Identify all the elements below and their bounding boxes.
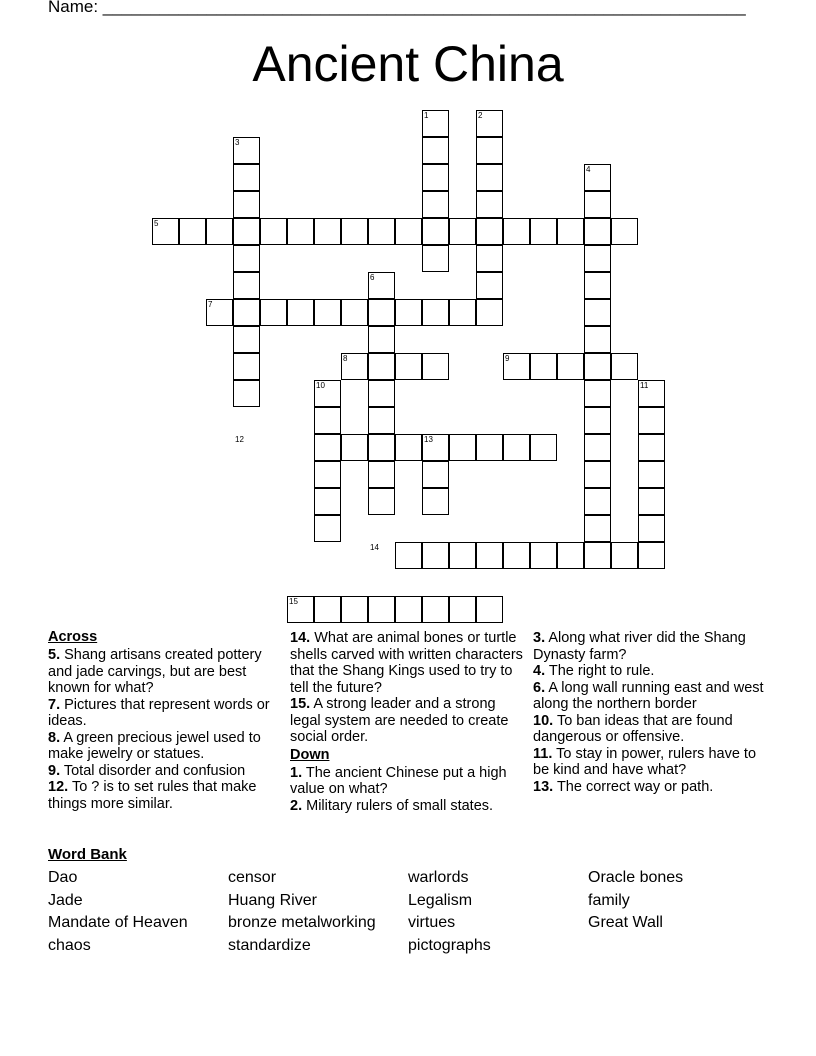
clue-number: 12 (235, 435, 244, 444)
grid-cell[interactable] (314, 434, 341, 461)
clue-number-label: 2. (290, 797, 303, 814)
clue (48, 779, 284, 812)
clue-text: The correct way or path. (553, 778, 714, 795)
word-bank-item: warlords (408, 869, 469, 886)
clue (533, 779, 769, 796)
grid-cell[interactable] (368, 353, 395, 380)
grid-cell[interactable] (503, 434, 530, 461)
grid-cell[interactable] (368, 434, 395, 461)
grid-cell[interactable] (260, 218, 287, 245)
grid-cell[interactable] (584, 326, 611, 353)
clue-number: 2 (478, 111, 483, 120)
clue-number: 5 (154, 219, 159, 228)
grid-cell[interactable] (341, 596, 368, 623)
clue (533, 746, 769, 779)
grid-cell[interactable] (638, 542, 665, 569)
clue-number: 8 (343, 354, 348, 363)
grid-cell[interactable] (314, 488, 341, 515)
grid-cell[interactable] (584, 488, 611, 515)
clue (48, 697, 284, 730)
clue-number: 7 (208, 300, 213, 309)
word-bank-item: bronze metalworking (228, 914, 376, 931)
clue (290, 630, 526, 696)
clue-text: To ban ideas that are found dangerous or offensive. (533, 712, 733, 745)
clue (290, 798, 526, 815)
clue-number: 11 (640, 381, 649, 390)
clue (290, 765, 526, 798)
word-bank-item: Dao (48, 869, 78, 886)
across-heading: Across (48, 629, 98, 645)
grid-cell[interactable] (476, 542, 503, 569)
clue-number-label: 14. (290, 630, 311, 646)
grid-cell[interactable] (422, 461, 449, 488)
across-clue-list (48, 647, 284, 812)
grid-cell[interactable] (395, 596, 422, 623)
grid-cell[interactable] (638, 488, 665, 515)
grid-cell[interactable] (476, 272, 503, 299)
clue-number-label: 8. (48, 729, 61, 746)
clue-text: Pictures that represent words or ideas. (48, 696, 270, 729)
grid-cell[interactable] (395, 218, 422, 245)
grid-cell[interactable] (179, 218, 206, 245)
grid-cell[interactable] (314, 515, 341, 542)
grid-cell[interactable] (503, 542, 530, 569)
word-bank-item: Oracle bones (588, 869, 684, 886)
word-bank-item: censor (228, 869, 277, 886)
grid-cell[interactable] (368, 461, 395, 488)
clue-number: 15 (289, 597, 298, 606)
word-bank-item: Huang River (228, 891, 317, 909)
grid-cell[interactable] (395, 434, 422, 461)
grid-cell[interactable] (530, 542, 557, 569)
word-bank-item: Legalism (408, 891, 473, 909)
grid-cell[interactable] (422, 191, 449, 218)
grid-cell[interactable] (611, 218, 638, 245)
grid-cell[interactable] (584, 218, 611, 245)
clue (533, 663, 769, 680)
grid-cell[interactable] (584, 515, 611, 542)
grid-cell[interactable] (422, 164, 449, 191)
clue-number: 1 (424, 111, 429, 120)
grid-cell[interactable] (368, 380, 395, 407)
clue (48, 647, 284, 697)
grid-cell[interactable] (422, 218, 449, 245)
grid-cell[interactable] (233, 272, 260, 299)
grid-cell[interactable] (368, 488, 395, 515)
grid-cell[interactable] (287, 218, 314, 245)
grid-cell[interactable] (368, 326, 395, 353)
down-clue-list-continued (533, 630, 769, 795)
clue-number-label: 5. (48, 647, 61, 663)
clue (48, 763, 284, 780)
grid-cell[interactable] (611, 542, 638, 569)
grid-cell[interactable] (530, 218, 557, 245)
clue-text: To ? is to set rules that make things more similar. (48, 779, 257, 812)
grid-cell[interactable] (476, 218, 503, 245)
grid-cell[interactable] (341, 299, 368, 326)
grid-cell[interactable] (368, 218, 395, 245)
clue-number-label: 13. (533, 778, 554, 795)
grid-cell[interactable] (476, 137, 503, 164)
grid-cell[interactable] (476, 434, 503, 461)
grid-cell[interactable] (233, 353, 260, 380)
grid-cell[interactable] (368, 596, 395, 623)
grid-cell[interactable] (314, 299, 341, 326)
grid-cell[interactable] (341, 218, 368, 245)
word-bank-title: Word Bank (48, 846, 127, 863)
grid-cell[interactable] (449, 299, 476, 326)
clue-number: 9 (505, 354, 510, 363)
down-heading: Down (290, 746, 330, 763)
word-bank-item: virtues (408, 914, 456, 931)
grid-cell[interactable] (233, 380, 260, 407)
grid-cell[interactable] (314, 596, 341, 623)
grid-cell[interactable] (476, 245, 503, 272)
clue-number-label: 3. (533, 630, 546, 646)
clue (290, 696, 526, 746)
grid-cell[interactable] (476, 596, 503, 623)
word-bank-item: Great Wall (588, 914, 663, 931)
grid-cell[interactable] (233, 218, 260, 245)
grid-cell[interactable] (233, 245, 260, 272)
grid-cell[interactable] (395, 542, 422, 569)
clue-text: Military rulers of small states. (302, 797, 494, 814)
clue-number-label: 10. (533, 712, 554, 729)
grid-cell[interactable] (449, 218, 476, 245)
clue-text: The right to rule. (545, 663, 655, 679)
grid-cell[interactable] (530, 353, 557, 380)
grid-cell[interactable] (557, 218, 584, 245)
grid-cell[interactable] (584, 353, 611, 380)
clue-number-label: 4. (533, 663, 546, 679)
clue-number: 14 (370, 543, 379, 552)
grid-cell[interactable] (584, 191, 611, 218)
across-clue-list-continued (290, 630, 526, 746)
word-bank-item: family (588, 891, 630, 909)
grid-cell[interactable] (584, 299, 611, 326)
grid-cell[interactable] (476, 299, 503, 326)
grid-cell[interactable] (584, 380, 611, 407)
grid-cell[interactable] (584, 245, 611, 272)
grid-cell[interactable] (314, 461, 341, 488)
down-clue-list (290, 765, 526, 815)
clue-text: Along what river did the Shang Dynasty farm? (533, 630, 746, 663)
word-bank-item: Jade (48, 891, 83, 909)
grid-cell[interactable] (422, 488, 449, 515)
grid-cell[interactable] (476, 164, 503, 191)
clue (533, 630, 769, 663)
grid-cell[interactable] (368, 407, 395, 434)
clue-number: 4 (586, 165, 591, 174)
grid-cell[interactable] (422, 353, 449, 380)
grid-cell[interactable] (314, 218, 341, 245)
grid-cell[interactable] (638, 434, 665, 461)
word-bank-item: Mandate of Heaven (48, 914, 188, 931)
clues-column-2 (290, 630, 526, 814)
clue-number-label: 1. (290, 764, 303, 781)
grid-cell[interactable] (395, 353, 422, 380)
name-field-label: Name: ____________________________________________________________________ (48, 0, 746, 16)
grid-cell[interactable] (449, 542, 476, 569)
clue-text: A green precious jewel used to make jewelry or statues. (48, 729, 261, 762)
clue-text: A long wall running east and west along the northern border (533, 679, 764, 712)
grid-cell[interactable] (395, 299, 422, 326)
grid-cell[interactable] (584, 542, 611, 569)
word-bank-item: standardize (228, 936, 311, 954)
clue-number-label: 7. (48, 696, 61, 713)
clue (48, 730, 284, 763)
clue (533, 713, 769, 746)
grid-cell[interactable] (476, 191, 503, 218)
grid-cell[interactable] (341, 434, 368, 461)
clue-number-label: 12. (48, 779, 69, 795)
grid-cell[interactable] (584, 272, 611, 299)
grid-cell[interactable] (449, 434, 476, 461)
clue-number-label: 15. (290, 696, 311, 712)
grid-cell[interactable] (422, 596, 449, 623)
grid-cell[interactable] (233, 299, 260, 326)
grid-cell[interactable] (530, 434, 557, 461)
word-bank-item: chaos (48, 936, 91, 954)
grid-cell[interactable] (368, 299, 395, 326)
grid-cell[interactable] (260, 299, 287, 326)
grid-cell[interactable] (422, 245, 449, 272)
grid-cell[interactable] (584, 434, 611, 461)
clue-number: 6 (370, 273, 375, 282)
grid-cell[interactable] (422, 299, 449, 326)
clue-number-label: 9. (48, 762, 61, 779)
grid-cell[interactable] (611, 353, 638, 380)
clue-number-label: 6. (533, 679, 546, 696)
clue-text: Total disorder and confusion (60, 762, 246, 779)
page-title: Ancient China (252, 36, 564, 92)
grid-cell[interactable] (557, 542, 584, 569)
grid-cell[interactable] (503, 218, 530, 245)
grid-cell[interactable] (584, 407, 611, 434)
clue-text: A strong leader and a strong legal system are needed to create social order. (290, 696, 509, 745)
clue-number: 10 (316, 381, 325, 390)
grid-cell[interactable] (233, 191, 260, 218)
grid-cell[interactable] (206, 218, 233, 245)
grid-cell[interactable] (314, 407, 341, 434)
grid-cell[interactable] (422, 542, 449, 569)
grid-cell[interactable] (233, 164, 260, 191)
clues-column-3 (533, 630, 769, 795)
clue-text: What are animal bones or turtle shells carved with written characters that the Shang Kings used to try to tell the future? (290, 630, 523, 696)
grid-cell[interactable] (287, 299, 314, 326)
grid-cell[interactable] (233, 326, 260, 353)
grid-cell[interactable] (449, 596, 476, 623)
grid-cell[interactable] (557, 353, 584, 380)
clue-text: To stay in power, rulers have to be kind and have what? (533, 745, 757, 778)
clue-number: 3 (235, 138, 240, 147)
grid-cell[interactable] (638, 515, 665, 542)
clues-column-1 (48, 628, 284, 812)
clue-text: The ancient Chinese put a high value on what? (290, 764, 507, 797)
clue (533, 680, 769, 713)
clue-number-label: 11. (533, 745, 553, 762)
clue-number: 13 (424, 435, 433, 444)
clue-text: Shang artisans created pottery and jade carvings, but are best known for what? (48, 647, 262, 696)
grid-cell[interactable] (584, 461, 611, 488)
word-bank-item: pictographs (408, 936, 491, 954)
grid-cell[interactable] (422, 137, 449, 164)
grid-cell[interactable] (638, 407, 665, 434)
grid-cell[interactable] (638, 461, 665, 488)
